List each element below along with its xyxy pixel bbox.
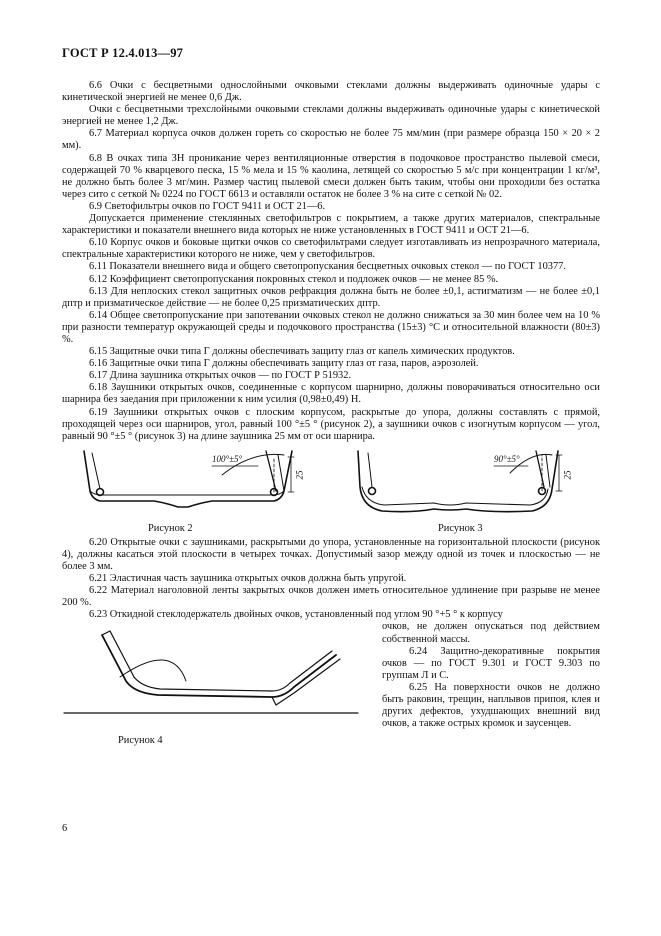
figure-2-dimension-label: 25: [294, 470, 305, 480]
paragraph: Допускается применение стеклянных светофильтров с покрытием, а также других материалов, спектральные характеристики и показатели внешнего вида которых не ниже установленных в ГОСТ 9411 и ОСТ 21—6.: [62, 213, 600, 237]
paragraph: 6.9 Светофильтры очков по ГОСТ 9411 и ОСТ 21—6.: [89, 200, 326, 212]
paragraph: Очки с бесцветными трехслойными очковыми стеклами должны выдерживать одиночные удары с кинетической энергией не менее 1,2 Дж.: [62, 104, 600, 128]
paragraph: 6.7 Материал корпуса очков должен гореть со скоростью не более 75 мм/мин (при размере образца 150 × 20 × 2 мм).: [62, 128, 600, 152]
paragraph: 6.10 Корпус очков и боковые щитки очков со светофильтрами следует изготавливать из непрозрачного материала, спектральные характеристики которого не ниже, чем у светофильтров.: [62, 237, 600, 261]
figure-2-angle-label: 100°±5°: [212, 453, 243, 464]
paragraph: 6.12 Коэффициент светопропускания покровных стекол и подложек очков — не менее 85 %.: [89, 273, 499, 285]
figure-3-dimension-label: 25: [562, 470, 573, 480]
figure-4: [62, 621, 362, 771]
paragraph: 6.22 Материал наголовной ленты закрытых очков должен иметь относительное удлинение при разрыве не менее 200 %.: [62, 585, 600, 609]
paragraph: 6.17 Длина заушника открытых очков — по ГОСТ Р 51932.: [89, 370, 352, 382]
paragraph: 6.21 Эластичная часть заушника открытых очков должна быть упругой.: [89, 573, 407, 585]
paragraph: 6.14 Общее светопропускание при запотевании очковых стекол не должно снижаться за 30 мин более чем на 10 % при разности температур окружающей среды и подочкового пространства (15±3) °С и относительной влажности (80±3) %.: [62, 309, 600, 345]
figure-3-angle-label: 90°±5°: [494, 453, 520, 464]
paragraph: 6.19 Заушники открытых очков с плоским корпусом, раскрытые до упора, должны составлять с прямой, проходящей через оси шарниров, угол, равный 100 °±5 ° (рисунок 2), а заушники очков с изогнутым корпусом — угол, равный 90 °±5 ° (рисунок 3) на длине заушника 25 мм от оси шарнира.: [62, 406, 600, 442]
paragraph: 6.13 Для неплоских стекол защитных очков рефракция должна быть не более ±0,1, астигматизм — не более ±0,1 дптр и призматическое действие — не более 0,25 призматических дптр.: [62, 285, 600, 309]
paragraph: 6.23 Откидной стеклодержатель двойных очков, установленный под углом 90 °+5 ° к корпусу: [89, 609, 503, 621]
document-header: ГОСТ Р 12.4.013—97: [62, 46, 184, 60]
document-body: [62, 80, 600, 747]
paragraph: 6.25 На поверхности очков не должно быть раковин, трещин, наплывов припоя, клея и других дефектов, ухудшающих внешний вид очков, а также острых кромок и заусенцев.: [382, 681, 600, 730]
figure-4-caption: Рисунок 4: [118, 735, 163, 747]
page-number: 6: [62, 823, 68, 834]
paragraph: 6.6 Очки с бесцветными однослойными очковыми стеклами должны выдерживать одиночные удары с кинетической энергией не менее 0,6 Дж.: [62, 80, 600, 104]
figure-4-drawing: [62, 621, 362, 729]
paragraph: 6.24 Защитно-декоративные покрытия очков — по ГОСТ 9.301 и ГОСТ 9.303 по группам Л и С.: [382, 645, 600, 681]
paragraph: очков, не должен опускаться под действием собственной массы.: [382, 621, 600, 645]
figure-3-caption: Рисунок 3: [438, 522, 483, 534]
figure-captions: [62, 523, 600, 537]
figure-2-caption: Рисунок 2: [148, 522, 193, 534]
paragraph: 6.16 Защитные очки типа Г должны обеспечивать защиту глаз от газа, паров, аэрозолей.: [89, 358, 479, 370]
paragraph: 6.20 Открытые очки с заушниками, раскрытыми до упора, установленные на горизонтальной плоскости (рисунок 4), должны касаться этой плоскости в четырех точках. Допустимый зазор между одной из точек и плоскостью — не более 3 мм.: [62, 536, 600, 572]
figure-4-section: [62, 621, 600, 747]
paragraph: 6.8 В очках типа ЗН проникание через вентиляционные отверстия в подочковое пространство пылевой смеси, содержащей 70 % кварцевого песка, 15 % мела и 15 % каолина, летящей со скоростью 5 м/с при концентрации 1 кг/м³, не должно быть более 3 мг/мин. Размер частиц пылевой смеси должен быть таким, чтобы они проходили без остатка через сито с сеткой № 0224 по ГОСТ 6613 и оставляли остаток не более 3 % на сите с сеткой № 02.: [62, 152, 600, 200]
paragraph: 6.18 Заушники открытых очков, соединенные с корпусом шарнирно, должны поворачиваться относительно оси шарнира без заедания при приложении к ним усилия (0,98±0,49) Н.: [62, 382, 600, 406]
figure-4-side-text: [382, 621, 600, 730]
paragraph: 6.15 Защитные очки типа Г должны обеспечивать защиту глаз от капель химических продуктов.: [89, 346, 515, 358]
paragraph: 6.11 Показатели внешнего вида и общего светопропускания бесцветных очковых стекол — по ГОСТ 10377.: [89, 261, 566, 273]
figures-2-3: [62, 447, 600, 521]
